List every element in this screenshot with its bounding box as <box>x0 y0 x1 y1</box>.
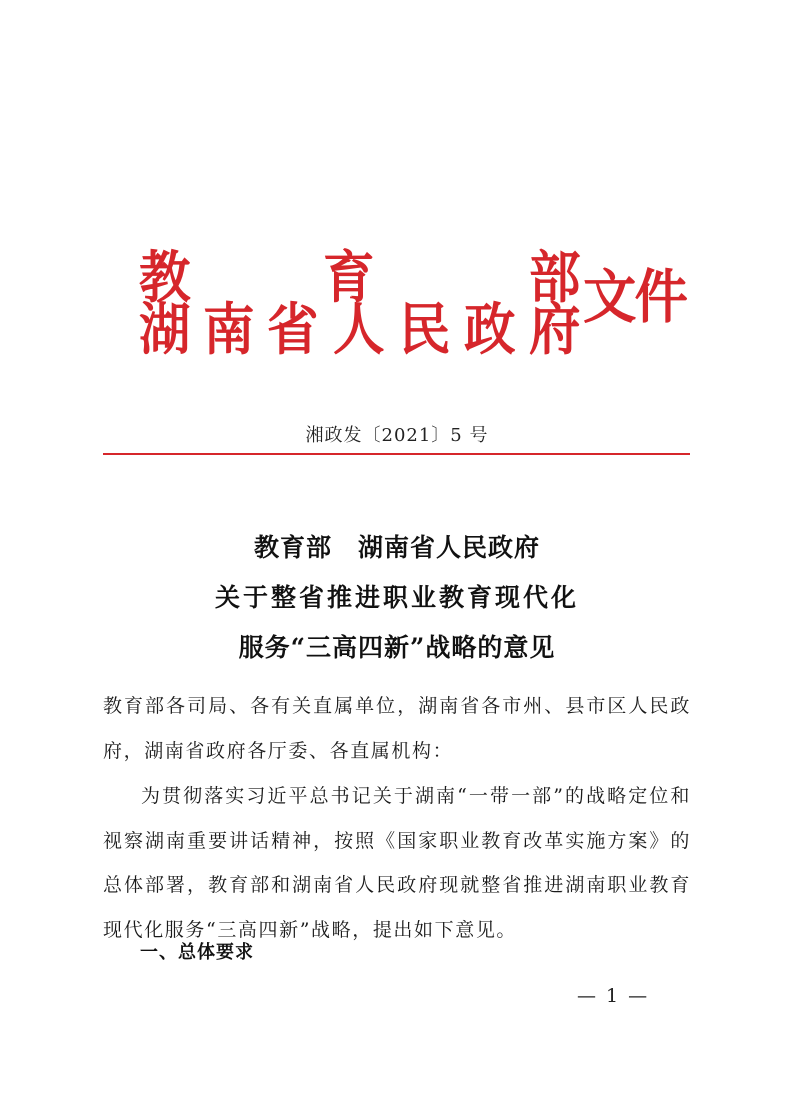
title-line-2: 关于整省推进职业教育现代化 <box>214 583 579 612</box>
red-divider-line <box>103 453 690 455</box>
masthead-char-hu: 湖 <box>139 298 191 363</box>
intro-paragraph: 为贯彻落实习近平总书记关于湖南“一带一部”的战略定位和视察湖南重要讲话精神，按照《国家职业教育改革实施方案》的总体部署，教育部和湖南省人民政府现就整省推进湖南职业教育现代化服务“三高四新”战略，提出如下意见。 <box>103 785 691 941</box>
masthead-char-min: 民 <box>399 298 451 363</box>
masthead-char-bu: 部 <box>529 246 581 311</box>
document-number: 湘政发〔2021〕5 号 <box>305 425 489 446</box>
masthead-char-nan: 南 <box>203 298 255 363</box>
masthead-char-ren: 人 <box>333 298 385 363</box>
masthead-char-fu: 府 <box>529 298 581 363</box>
masthead-char-yu: 育 <box>323 246 375 311</box>
masthead-char-jiao: 教 <box>139 246 191 311</box>
section-heading-1: 一、总体要求 <box>140 942 254 963</box>
masthead-suffix-wenjian: 文件 <box>583 263 687 331</box>
addressee-paragraph: 教育部各司局、各有关直属单位，湖南省各市州、县市区人民政府，湖南省政府各厅委、各直属机构： <box>103 695 691 762</box>
title-line-3: 服务“三高四新”战略的意见 <box>238 633 556 662</box>
title-issuer-moe: 教育部 <box>253 533 332 562</box>
title-issuer-hunan: 湖南省人民政府 <box>358 533 541 562</box>
page-number: — 1 — <box>577 985 650 1007</box>
title-line-1 <box>0 528 794 564</box>
masthead-char-sheng: 省 <box>267 298 319 363</box>
masthead-char-zheng: 政 <box>464 298 516 363</box>
